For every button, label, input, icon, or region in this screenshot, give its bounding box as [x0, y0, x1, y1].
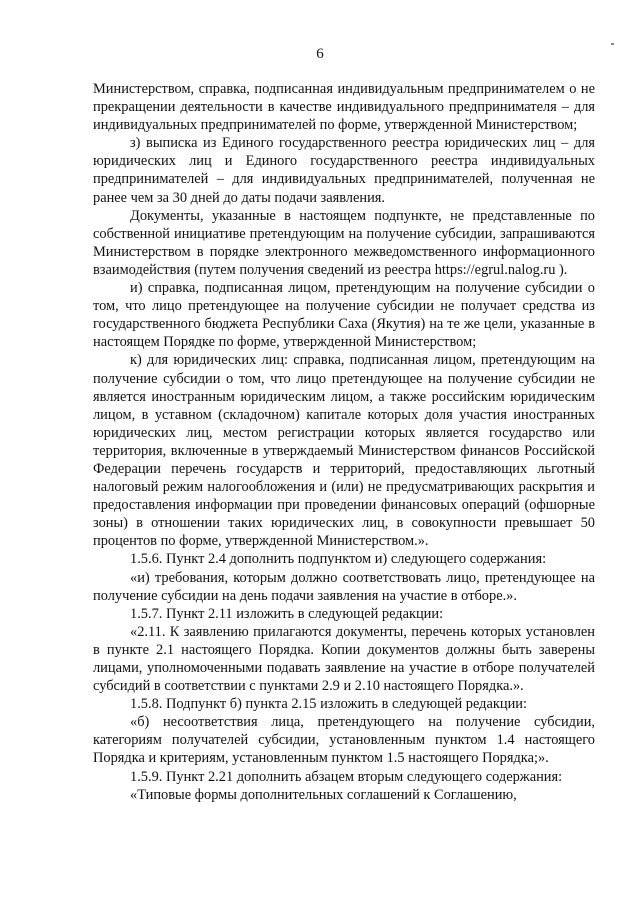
paragraph: «Типовые формы дополнительных соглашений к Соглашению, [130, 786, 517, 803]
paragraph: к) для юридических лиц: справка, подписанная лицом, претендующим на получение субсидии о том, что лицо претендующее на получение субсидии не является иностранным юридическим лицом, а также российским юридическим лицом, в уставном (складочном) капитале которых доля участия иностранных юридических лиц, местом регистрации которых является государство или территория, включенные в утверждаемый Министерством финансов Российской Федерации перечень государств и территорий, предоставляющих льготный налоговый режим налогообложения и (или) не предусматривающих раскрытия и предоставления информации при проведении финансовых операций (офшорные зоны) в отношении таких юридических лиц, в совокупности превышает 50 процентов по форме, утвержденной Министерством.». [93, 352, 595, 550]
paragraph: 1.5.9. Пункт 2.21 дополнить абзацем вторым следующего содержания: [130, 768, 563, 785]
paragraph: Документы, указанные в настоящем подпункте, не представленные по собственной инициативе претендующим на получение субсидии, запрашиваются Министерством в порядке электронного межведомственного информационного взаимодействия (путем получения сведений из реестра https://egrul.nalog.ru ). [93, 207, 595, 278]
paragraph: «2.11. К заявлению прилагаются документы, перечень которых установлен в пункте 2.1 настоящего Порядка. Копии документов должны быть заверены лицами, уполномоченными подавать заявление на участие в отборе получателей субсидий в соответствии с пунктами 2.9 и 2.10 настоящего Порядка.». [93, 623, 595, 695]
paragraph: Министерством, справка, подписанная индивидуальным предпринимателем о не прекращении деятельности в качестве индивидуального предпринимателя – для индивидуальных предпринимателей по форме, утвержденной Министерством; [93, 81, 595, 134]
paragraph: з) выписка из Единого государственного реестра юридических лиц – для юридических лиц и Единого государственного реестра индивидуальных предпринимателей – для индивидуальных предпринимателей, полученная не ранее чем за 30 дней до даты подачи заявления. [93, 135, 595, 206]
page-number: 6 [316, 46, 324, 62]
paragraph: и) справка, подписанная лицом, претендующим на получение субсидии о том, что лицо претендующее на получение субсидии не получает средства из государственного бюджета Республики Саха (Якутия) на те же цели, указанные в настоящем Порядке по форме, утвержденной Министерством; [93, 280, 595, 351]
paragraph: 1.5.7. Пункт 2.11 изложить в следующей редакции: [130, 605, 444, 622]
document-body [93, 80, 595, 804]
paragraph: «б) несоответствия лица, претендующего на получение субсидии, категориям получателей субсидии, установленным пунктом 1.4 настоящего Порядка и критериям, установленным пунктом 1.5 настоящего Порядка;». [93, 714, 595, 767]
paragraph: 1.5.6. Пункт 2.4 дополнить подпунктом и) следующего содержания: [130, 551, 547, 568]
paragraph: «и) требования, которым должно соответствовать лицо, претендующее на получение субсидии на день подачи заявления на участие в отборе.». [93, 569, 595, 604]
scan-mark [611, 43, 614, 45]
paragraph: 1.5.8. Подпункт б) пункта 2.15 изложить в следующей редакции: [130, 696, 527, 713]
